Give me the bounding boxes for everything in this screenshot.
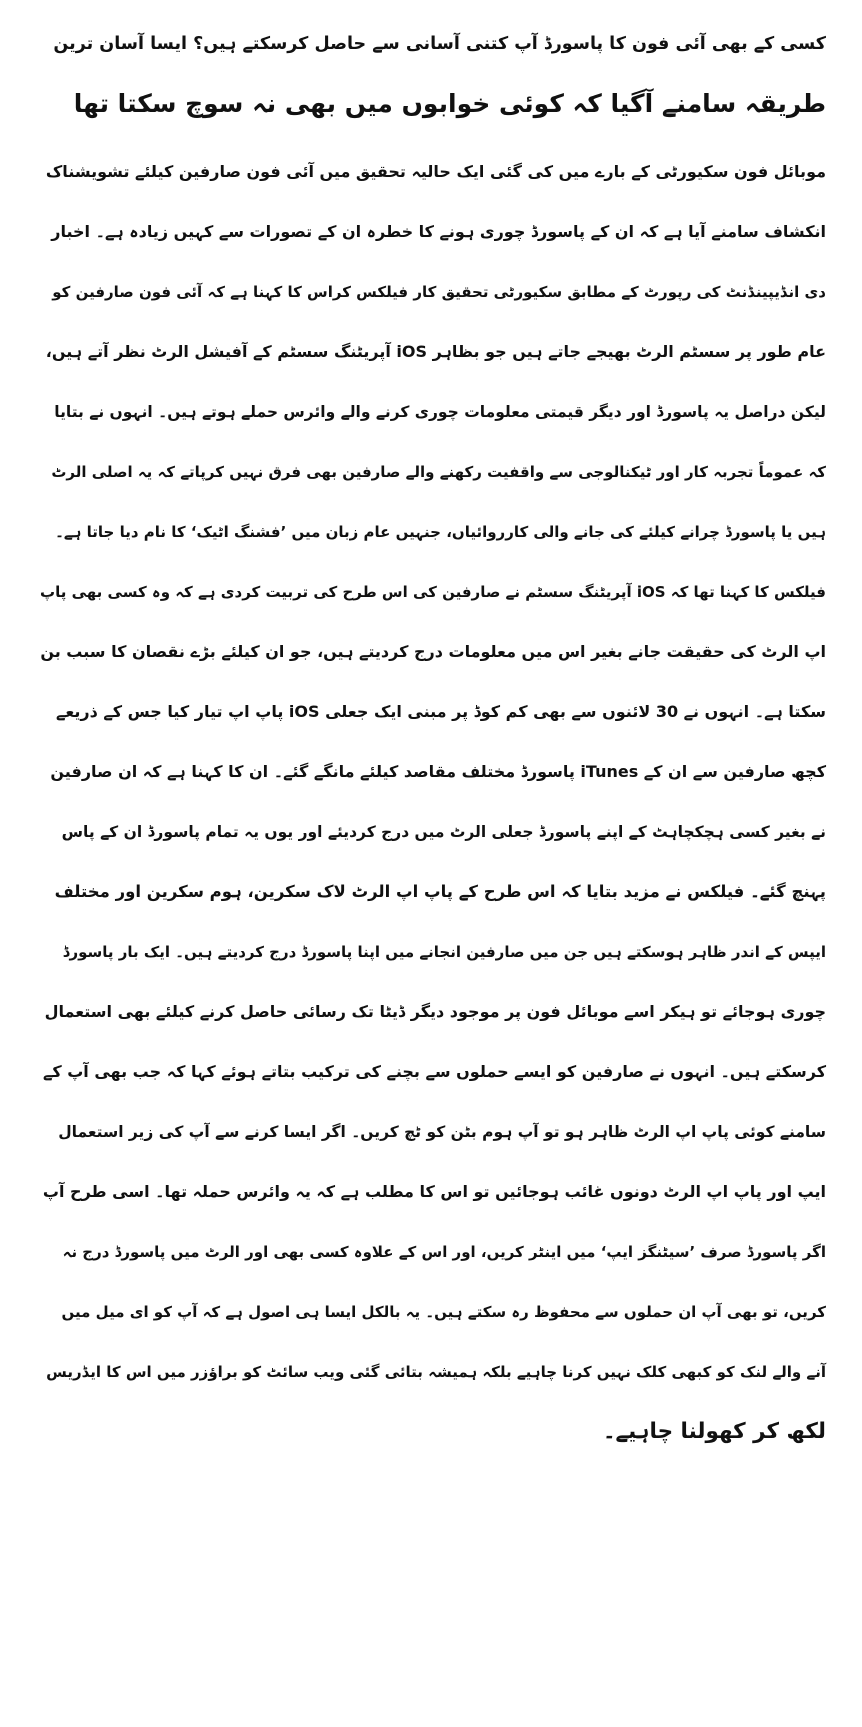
paragraph-line: انکشاف سامنے آیا ہے کہ ان کے پاسورڈ چوری ہونے کا خطرہ ان کے تصورات سے کہیں زیادہ ہے۔ اخبار (51, 222, 826, 241)
paragraph-line: کریں، تو بھی آپ ان حملوں سے محفوظ رہ سکتے ہیں۔ یہ بالکل ایسا ہی اصول ہے کہ آپ کو ای میل میں (61, 1303, 826, 1321)
paragraph-line: عام طور پر سسٹم الرٹ بھیجے جاتے ہیں جو بظاہر iOS آپریٹنگ سسٹم کے آفیشل الرٹ نظر آتے ہیں، (45, 342, 826, 361)
paragraph-line: آنے والے لنک کو کبھی کلک نہیں کرنا چاہیے بلکہ ہمیشہ بتائی گئی ویب سائٹ کو براؤزر میں اس کا ایڈریس (46, 1363, 826, 1381)
paragraph-line: لکھ کر کھولنا چاہیے۔ (602, 1419, 826, 1444)
paragraph-line: کرسکتے ہیں۔ انہوں نے صارفین کو ایسے حملوں سے بچنے کی ترکیب بتاتے ہوئے کہا کہ جب بھی آپ کے (42, 1062, 826, 1081)
headline-line: کسی کے بھی آئی فون کا پاسورڈ آپ کتنی آسانی سے حاصل کرسکتے ہیں؟ ایسا آسان ترین (53, 34, 826, 54)
paragraph-line: اپ الرٹ کی حقیقت جانے بغیر اس میں معلومات درج کردیتے ہیں، جو ان کیلئے بڑے نقصان کا سبب بن (40, 642, 826, 661)
paragraph-line: چوری ہوجائے تو ہیکر اسے موبائل فون پر موجود دیگر ڈیٹا تک رسائی حاصل کرنے کیلئے بھی استعمال (44, 1002, 826, 1021)
paragraph-line: کہ عموماً تجربہ کار اور ٹیکنالوجی سے واقفیت رکھنے والے صارفین بھی فرق نہیں کرپاتے کہ یہ اصلی الرٹ (51, 463, 826, 481)
paragraph-line: فیلکس کا کہنا تھا کہ iOS آپریٹنگ سسٹم نے صارفین کی اس طرح کی تربیت کردی ہے کہ وہ کسی بھی پاپ (40, 583, 826, 601)
paragraph-line: ایپ اور پاپ اپ الرٹ دونوں غائب ہوجائیں تو اس کا مطلب ہے کہ یہ وائرس حملہ تھا۔ اسی طرح آپ (42, 1182, 826, 1201)
article-paragraph (40, 562, 826, 1462)
paragraph-line: پہنچ گئے۔ فیلکس نے مزید بتایا کہ اس طرح کے پاپ اپ الرٹ لاک سکرین، ہوم سکرین اور مختلف (54, 882, 826, 901)
article-headline (40, 14, 826, 134)
paragraph-line: ہیں یا پاسورڈ چرانے کیلئے کی جانے والی کارروائیاں، جنہیں عام زبان میں ’فشنگ اٹیک‘ کا نام دیا جاتا ہے۔ (55, 523, 826, 541)
paragraph-line: موبائل فون سکیورٹی کے بارے میں کی گئی ایک حالیہ تحقیق میں آئی فون صارفین کیلئے تشویشناک (45, 162, 826, 181)
article-paragraph (40, 142, 826, 562)
paragraph-line: لیکن دراصل یہ پاسورڈ اور دیگر قیمتی معلومات چوری کرنے والے وائرس حملے ہوتے ہیں۔ انہوں نے بتایا (54, 403, 826, 421)
paragraph-line: دی انڈیپینڈنٹ کی رپورٹ کے مطابق سکیورٹی تحقیق کار فیلکس کراس کا کہنا ہے کہ آئی فون صارفین کو (52, 283, 826, 301)
headline-line: طریقہ سامنے آگیا کہ کوئی خوابوں میں بھی نہ سوچ سکتا تھا (73, 89, 826, 118)
paragraph-line: نے بغیر کسی ہچکچاہٹ کے اپنے پاسورڈ جعلی الرٹ میں درج کردیئے اور یوں یہ تمام پاسورڈ ان کے پاس (61, 823, 826, 841)
paragraph-line: ایپس کے اندر ظاہر ہوسکتے ہیں جن میں صارفین انجانے میں اپنا پاسورڈ درج کردیتے ہیں۔ ایک بار پاسورڈ (62, 943, 826, 961)
paragraph-line: سکتا ہے۔ انہوں نے 30 لائنوں سے بھی کم کوڈ پر مبنی ایک جعلی iOS پاپ اپ تیار کیا جس کے ذریعے (55, 702, 826, 721)
paragraph-line: کچھ صارفین سے ان کے iTunes پاسورڈ مختلف مقاصد کیلئے مانگے گئے۔ ان کا کہنا ہے کہ ان صارفین (50, 762, 826, 781)
paragraph-line: اگر پاسورڈ صرف ’سیٹنگز ایپ‘ میں اینٹر کریں، اور اس کے علاوہ کسی بھی اور الرٹ میں پاسورڈ درج نہ (62, 1243, 826, 1261)
paragraph-line: سامنے کوئی پاپ اپ الرٹ ظاہر ہو تو آپ ہوم بٹن کو ٹچ کریں۔ اگر ایسا کرنے سے آپ کی زیر استعمال (58, 1123, 826, 1141)
